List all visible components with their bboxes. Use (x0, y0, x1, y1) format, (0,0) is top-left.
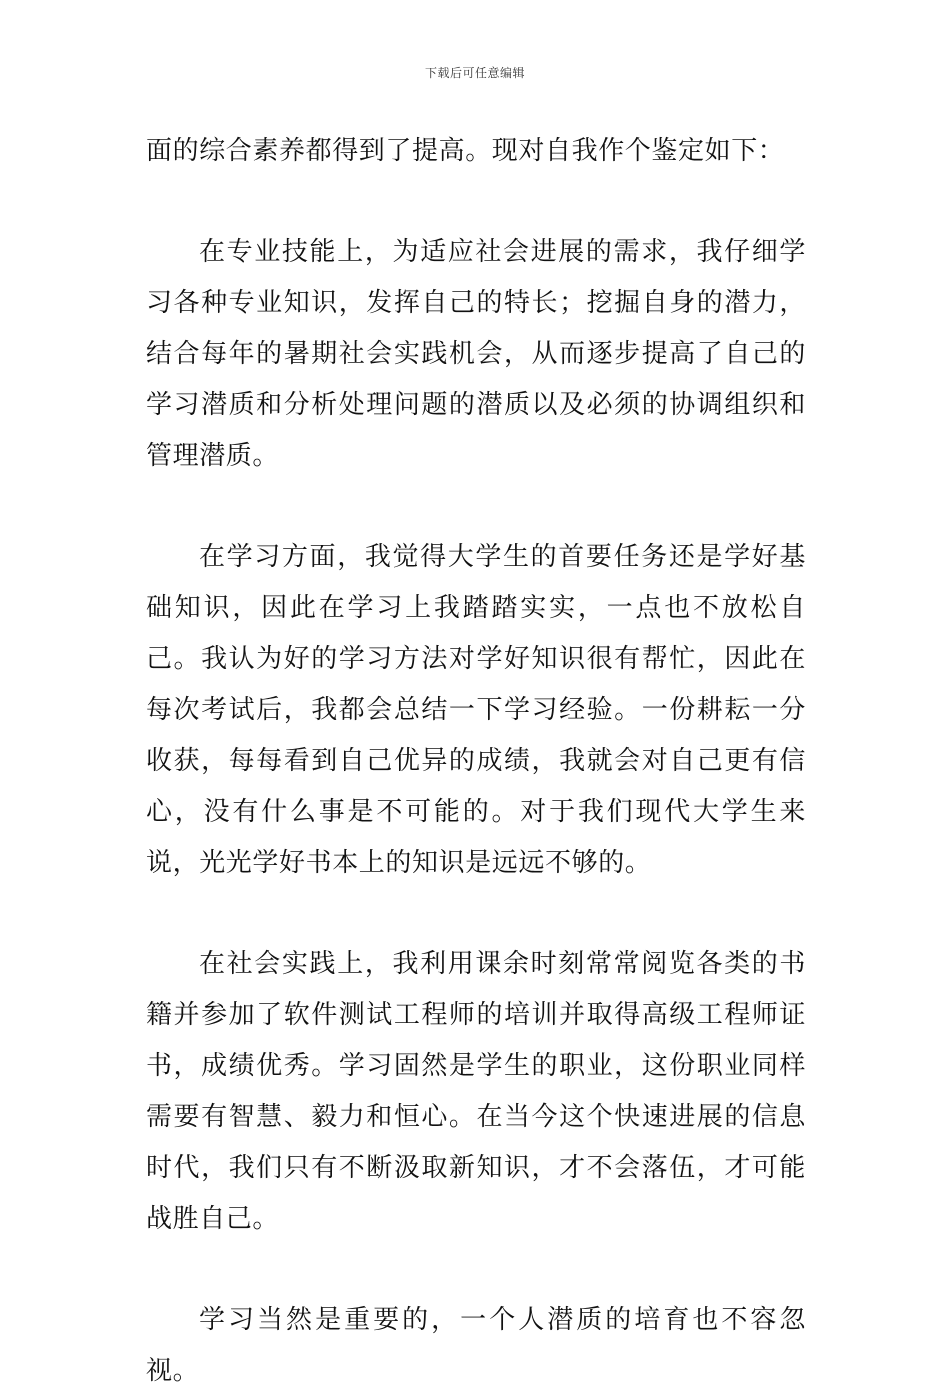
paragraph-social-practice: 在社会实践上，我利用课余时刻常常阅览各类的书籍并参加了软件测试工程师的培训并取得高级工程师证书，成绩优秀。学习固然是学生的职业，这份职业同样需要有智慧、毅力和恒心。在当今这个快速进展的信息时代，我们只有不断汲取新知识，才不会落伍，才可能战胜自己。 (146, 949, 806, 1234)
document-body (146, 126, 806, 1397)
paragraph-ability: 学习当然是重要的，一个人潜质的培育也不容忽视。 (146, 1305, 806, 1386)
paragraph-spacer (146, 482, 806, 532)
paragraph-spacer (146, 889, 806, 939)
paragraph-spacer (146, 177, 806, 227)
page-header: 下载后可任意编辑 (424, 66, 525, 80)
paragraph-study: 在学习方面，我觉得大学生的首要任务还是学好基础知识，因此在学习上我踏踏实实，一点也不放松自己。我认为好的学习方法对学好知识很有帮忙，因此在每次考试后，我都会总结一下学习经验。一份耕耘一分收获，每每看到自己优异的成绩，我就会对自己更有信心，没有什么事是不可能的。对于我们现代大学生来说，光光学好书本上的知识是远远不够的。 (146, 542, 806, 878)
paragraph-spacer (146, 1245, 806, 1295)
paragraph-intro: 面的综合素养都得到了提高。现对自我作个鉴定如下： (146, 136, 785, 166)
paragraph-professional-skills: 在专业技能上，为适应社会进展的需求，我仔细学习各种专业知识，发挥自己的特长；挖掘自身的潜力，结合每年的暑期社会实践机会，从而逐步提高了自己的学习潜质和分析处理问题的潜质以及必须的协调组织和管理潜质。 (146, 237, 806, 471)
